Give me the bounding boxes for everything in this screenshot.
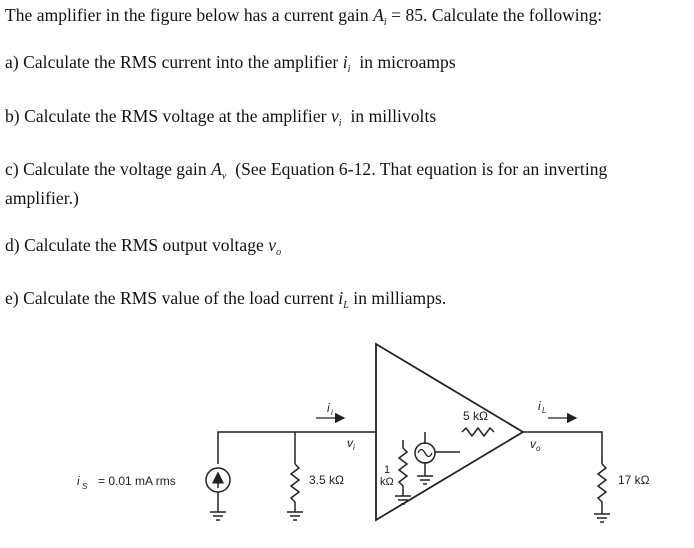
vi-sub: i — [353, 443, 355, 452]
question-e — [5, 286, 446, 314]
ac-sine-icon — [418, 450, 432, 457]
question-c-line2 — [5, 186, 79, 210]
question-b — [5, 104, 436, 132]
question-b-var: v — [330, 106, 339, 126]
question-b-sub: i — [338, 118, 342, 129]
question-a-var: i — [342, 52, 348, 72]
question-b-after: in millivolts — [350, 106, 437, 126]
question-d-sub: o — [276, 247, 282, 258]
internal-resistor-zigzag — [399, 448, 407, 496]
circuit-wires — [218, 432, 602, 476]
ii-sub: i — [331, 408, 333, 417]
r1-top-label: 1 — [384, 464, 391, 476]
internal-resistor — [399, 448, 407, 496]
question-c-after: (See Equation 6-12. That equation is for an inverting — [235, 159, 608, 179]
vo-label: v — [530, 437, 536, 451]
rl-label: 17 kΩ — [618, 473, 650, 487]
question-a-before: a) Calculate the RMS current into the amplifier — [5, 52, 339, 72]
output-resistor-zigzag — [462, 428, 494, 436]
amplifier-circuit-diagram — [0, 320, 694, 548]
intro-var: A — [373, 5, 384, 25]
intro-text — [5, 3, 602, 31]
ground-icon — [417, 476, 433, 484]
vo-sub: o — [536, 444, 541, 453]
ground-icon — [594, 514, 610, 522]
question-e-var: i — [338, 288, 344, 308]
source-label: i — [77, 474, 80, 488]
question-e-sub: L — [343, 300, 349, 311]
r1-bottom-label: kΩ — [380, 476, 394, 488]
ground-icon — [287, 512, 303, 520]
input-resistor-zigzag — [291, 464, 299, 512]
current-source — [206, 468, 230, 512]
intro-text-after: = 85. Calculate the following: — [391, 5, 603, 25]
amplifier-triangle — [376, 344, 523, 520]
question-a-after: in microamps — [359, 52, 456, 72]
intro-sub: i — [383, 17, 387, 28]
question-e-after: in milliamps. — [353, 288, 447, 308]
ii-label: i — [327, 401, 330, 415]
source-sub: S — [82, 482, 88, 491]
question-c-var: A — [211, 159, 222, 179]
question-c-sub: v — [221, 171, 227, 182]
ac-source — [415, 443, 435, 463]
intro-text-before: The amplifier in the figure below has a current gain — [5, 5, 369, 25]
vi-label: v — [347, 436, 353, 450]
load-resistor-zigzag — [598, 464, 606, 514]
output-resistor — [462, 428, 494, 436]
question-a — [5, 50, 456, 78]
input-resistor — [291, 464, 299, 512]
question-d-var: v — [268, 235, 277, 255]
question-c-line2-text: amplifier.) — [5, 188, 79, 208]
question-a-sub: i — [347, 64, 351, 75]
question-c — [5, 157, 607, 185]
source-value: = 0.01 mA rms — [98, 474, 176, 488]
ground-icon — [210, 512, 226, 520]
il-sub: L — [542, 406, 547, 415]
question-d-before: d) Calculate the RMS output voltage — [5, 235, 264, 255]
question-b-before: b) Calculate the RMS voltage at the amplifier — [5, 106, 327, 126]
il-label: i — [538, 399, 541, 413]
rin-label: 3.5 kΩ — [309, 473, 344, 487]
rout-label: 5 kΩ — [463, 409, 488, 423]
question-e-before: e) Calculate the RMS value of the load current — [5, 288, 334, 308]
question-c-before: c) Calculate the voltage gain — [5, 159, 207, 179]
question-d — [5, 233, 281, 261]
load-resistor — [598, 464, 606, 514]
